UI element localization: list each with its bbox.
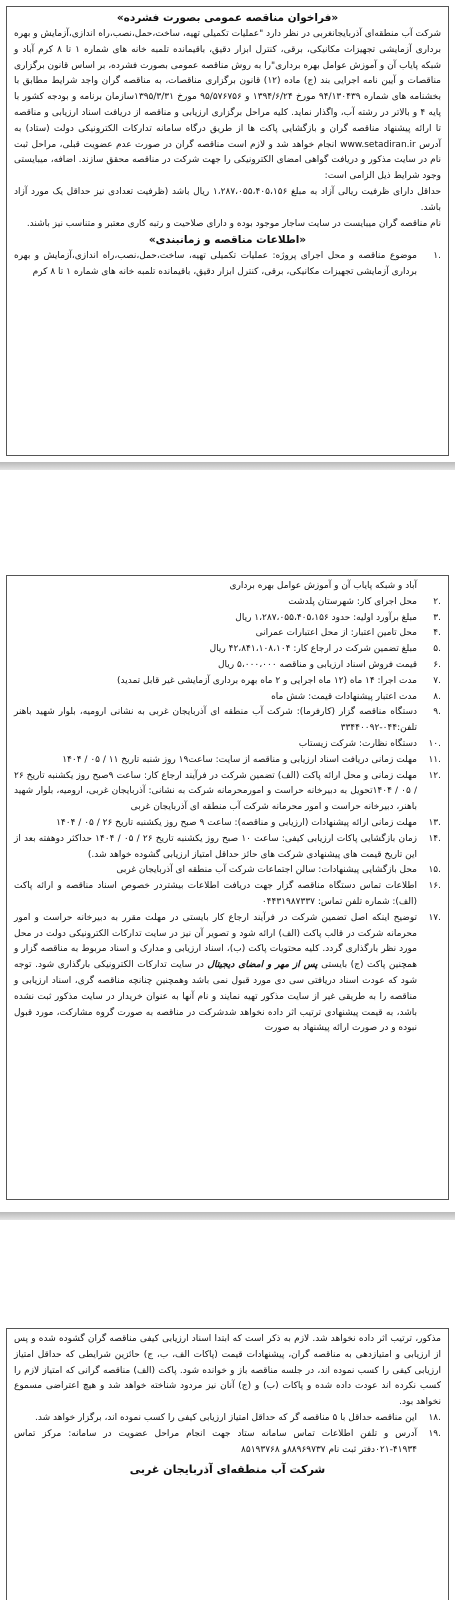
capacity-requirement: حداقل دارای ظرفیت ریالی آزاد به مبلغ ۱،۲۸۷،۰۵۵،۴۰۵،۱۵۶ ریال باشد (ظرفیت تعدادی نیز حداقل یک مورد آزاد باشد. [14, 186, 442, 213]
item-text: محل اجرای کار: شهرستان پلدشت [288, 596, 417, 607]
item-continuation: مذکور، ترتیب اثر داده نخواهد شد. لازم به ذکر است که ابتدا اسناد ارزیابی کیفی مناقصه گران گشوده شده و پس از ارزیابی و امتیازدهی به مناقصه گران، پیشنهادات قیمت (پاکات الف، ب، ج) حائزین شرایطی که حداقل امتیاز ارزیابی کیفی را کسب نموده اند، در جلسه مناقصه باز و خوانده شود. پاکت (الف) مناقصه گرانی که امتیاز لازم را کسب نکرده اند عودت داده شده و پاکات (ب) و (ج) آنان نیز مردود شناخته خواهد شد و هیچ اعتراضی مسموع نخواهد بود. [14, 1334, 441, 1408]
list-item [14, 642, 441, 658]
notice-panel-2 [6, 575, 449, 1200]
list-item [14, 690, 441, 706]
item-text: این مناقصه حداقل با ۵ مناقصه گر که حداقل امتیاز ارزیابی کیفی را کسب نموده اند، برگزار خواهد شد. [35, 1412, 417, 1423]
item-number: ۱۶. [428, 881, 441, 892]
list-item [14, 611, 441, 627]
item-text: محل بازگشایی پیشنهادات: سالن اجتماعات شرکت آب منطقه ای آذربایجان غربی [116, 865, 417, 876]
item-text: مهلت زمانی و محل ارائه پاکت (الف) تضمین شرکت در فرآیند ارجاع کار: ساعت ۹صبح روز یکشنبه تاریخ ۲۶ / ۰۵ / ۱۴۰۴تحویل به دبیرخانه حراست و امورمحرمانه شرکت به نشانی: آذربایجان غربی، ارومیه، بلوار شهید باهنر، دبیرخانه حراست و امور محرمانه شرکت آب منطقه ای آذربایجان غربی [14, 770, 417, 813]
list-item [14, 816, 441, 832]
page-separator [0, 1212, 455, 1220]
intro-paragraph [14, 27, 441, 185]
item-text: مدت اجرا: ۱۴ ماه (۱۲ ماه اجرایی و ۲ ماه بهره برداری آزمایشی غیر قابل تمدید) [116, 675, 417, 686]
list-item [14, 595, 441, 611]
list-item [14, 769, 441, 816]
item-text: دستگاه نظارت: شرکت زیستاب [298, 738, 417, 749]
list-item [14, 879, 441, 911]
list-item [14, 753, 441, 769]
item-number: ۱۱. [428, 754, 441, 765]
notice-title: «فراخوان مناقصه عمومی بصورت فشرده» [116, 12, 339, 24]
item-number: ۴. [433, 628, 441, 639]
item-number: ۱۹. [428, 1428, 441, 1439]
item-number: ۵. [433, 644, 441, 655]
item-number: ۱۳. [428, 817, 441, 828]
emphasis-text: پس از مهر و امضای دیجیتال [207, 960, 318, 971]
list-item [14, 832, 441, 864]
item-number: ۲. [433, 596, 441, 607]
item-number: ۳. [433, 612, 441, 623]
item-text: مبلغ تضمین شرکت در ارجاع کار: ۴۲،۸۴۱،۱۰۸،۱۰۴ ریال [209, 644, 417, 655]
item-continuation: آباد و شبکه پایاب آن و آموزش عوامل بهره برداری [229, 581, 417, 591]
item-number: ۱. [433, 251, 441, 262]
list-item [14, 674, 441, 690]
notice-panel-1 [6, 6, 449, 456]
setad-url-link[interactable]: www.setadiran.ir [340, 139, 416, 150]
page-separator [0, 462, 455, 470]
list-item [14, 1411, 441, 1427]
intro-text: شرکت آب منطقه‌ای آذربایجانغربی در نظر دارد "عملیات تکمیلی تهیه، ساخت،حمل،نصب،راه اندازی،آزمایش و بهره برداری آزمایشی تجهیزات مکانیکی، برقی، کنترل ابزار دقیق، باقیمانده تلمبه خانه های شماره ۱ تا ۸ کرم آباد و شبکه پایاب آن و آموزش عوامل بهره برداری"را به روش مناقصه عمومی بصورت فشرده، بر اساس قانون برگزاری مناقصات و آیین نامه اجرایی بند (ج) ماده (۱۲) قانون برگزاری مناقصات، به مناقصه گران واجد شرایط مطابق با بخشنامه های شماره ۹۴/۱۳۰۴۳۹ مورخ ۱۳۹۴/۶/۲۴ و ۹۵/۵۷۶۷۵۶ مورخ ۱۳۹۵/۳/۳۱سازمان برنامه و بودجه کشور با پایه ۴ و بالاتر در رشته آب، واگذار نماید. کلیه مراحل برگزاری ارزیابی و مناقصه از دریافت اسناد ارزیابی و مناقصه تا ارائه پیشنهاد مناقصه گران و بازگشایی پاکت ها از طریق درگاه سامانه تدارکات الکترونیکی دولت (ستاد) به آدرس [14, 29, 441, 150]
item-text: موضوع مناقصه و محل اجرای پروژه: عملیات تکمیلی تهیه، ساخت،حمل،نصب،راه اندازی،آزمایش و بهره برداری آزمایشی تجهیزات مکانیکی، برقی، کنترل ابزار دقیق، باقیمانده تلمبه خانه های شماره ۱ تا ۸ کرم [14, 251, 417, 278]
item-text: مهلت زمانی ارائه پیشنهادات (ارزیابی و مناقصه): ساعت ۹ صبح روز یکشنبه تاریخ ۲۶ / ۰۵ / ۱۴۰۴ [56, 817, 417, 828]
list-item [14, 249, 441, 281]
item-number: ۱۲. [428, 770, 441, 781]
list-item [14, 658, 441, 674]
item-number: ۱۴. [428, 833, 441, 844]
item-text: آدرس و تلفن اطلاعات تماس سامانه ستاد جهت انجام مراحل عضویت در سامانه: مرکز تماس ۴۱۹۳۴-۰۲۱دفتر ثبت نام ۸۸۹۶۹۷۳۷و ۸۵۱۹۳۷۶۸ [14, 1428, 417, 1455]
item-number: ۱۰. [428, 738, 441, 749]
item-text: زمان بازگشایی پاکات ارزیابی کیفی: ساعت ۱۰ صبح روز یکشنبه تاریخ ۲۶ / ۰۵ / ۱۴۰۴ حداکثر دوهفته بعد از این تاریخ قیمت های پیشنهادی شرکت های حائز حداقل امتیاز ارزیابی گشوده خواهد شد.) [14, 833, 417, 860]
intro-text-cont: انجام خواهد شد و لازم است مناقصه گران در صورت عدم عضویت قبلی، مراحل ثبت نام در سایت مذکور و دریافت گواهی امضای الکترونیکی را جهت شرکت در مناقصه محقق سازند. اضافه، میبایستی وجود شرایط ذیل الزامی است: [14, 139, 441, 182]
item-number: ۱۷. [428, 912, 441, 923]
item-text: محل تامین اعتبار: از محل اعتبارات عمرانی [255, 628, 417, 639]
item-text: قیمت فروش اسناد ارزیابی و مناقصه ۵،۰۰۰،۰۰۰ ریال [218, 659, 417, 670]
list-item [14, 1427, 441, 1459]
item-text: مهلت زمانی دریافت اسناد ارزیابی و مناقصه از سایت: ساعت۱۹ روز شنبه تاریخ ۱۱ / ۰۵ / ۱۴۰۴ [62, 754, 417, 765]
item-number: ۶. [433, 659, 441, 670]
list-item [14, 737, 441, 753]
list-item [14, 626, 441, 642]
section-subtitle: «اطلاعات مناقصه و زمانبندی» [148, 234, 307, 247]
item-text: مبلغ برآورد اولیه: حدود ۱،۲۸۷،۰۵۵،۴۰۵،۱۵۶ ریال [235, 612, 417, 623]
item-number: ۱۵. [428, 865, 441, 876]
item-number: ۸. [433, 691, 441, 702]
list-item [14, 863, 441, 879]
item-number: ۱۸. [428, 1412, 441, 1423]
item-text: دستگاه مناقصه گزار (کارفرما): شرکت آب منطقه ای آذربایجان غربی به نشانی ارومیه، بلوار شهید باهنر تلفن:۰۴۴-۳۳۴۴۰۰۹۲ [14, 707, 417, 734]
notice-panel-3 [6, 1328, 449, 1600]
list-item [14, 705, 441, 737]
item-number: ۷. [433, 675, 441, 686]
item-text: اطلاعات تماس دستگاه مناقصه گزار جهت دریافت اطلاعات بیشتردر خصوص اسناد مناقصه و ارائه پاکت (الف): شماره تلفن تماس: ۰۴۴۳۱۹۸۷۳۳۷ [14, 881, 417, 907]
item-text: مدت اعتبار پیشنهادات قیمت: شش ماه [271, 691, 417, 702]
company-signature: شرکت آب منطقه‌ای آذربایجان غربی [129, 1463, 326, 1477]
item-number: ۹. [433, 707, 441, 718]
sajar-requirement: نام مناقصه گران میبایست در سایت ساجار موجود بوده و دارای صلاحیت و رتبه کاری معتبر و متناسب نیز باشند. [26, 218, 441, 229]
item-text: توضیح اینکه اصل تضمین شرکت در فرآیند ارجاع کار بایستی در مهلت مقرر به دبیرخانه حراست و امور محرمانه شرکت در قالب پاکت (الف) ارائه شود و تصویر آن نیز در سایت تدارکات الکترونیکی دولت در محل مورد نظر بارگذاری گردد. کلیه محتویات پاکت (ب)، اسناد ارزیابی و مدارک و اسناد مربوط به مناقصه گزار و همچنین پاکت (ج) بایستی پس از مهر و امضای دیجیتال در سایت تدارکات الکترونیکی بارگذاری شود. توجه شود که عودت اسناد دریافتی سی دی مورد قبول نمی باشد وهمچنین چنانچه مناقصه گری، اسناد ارزیابی و مناقصه را به طریقی غیر از سایت مذکور تهیه نمایند و نام آنها به عنوان خریدار در سایت مذکور ثبت نشده باشد، به قیمت پیشنهادی ترتیب اثر داده نخواهد شدشرکت در مناقصه به صورت گروه مشارکت، مورد قبول نبوده و در صورت ارائه پیشنهاد به صورت [14, 912, 417, 1034]
list-item-17 [14, 911, 441, 1037]
